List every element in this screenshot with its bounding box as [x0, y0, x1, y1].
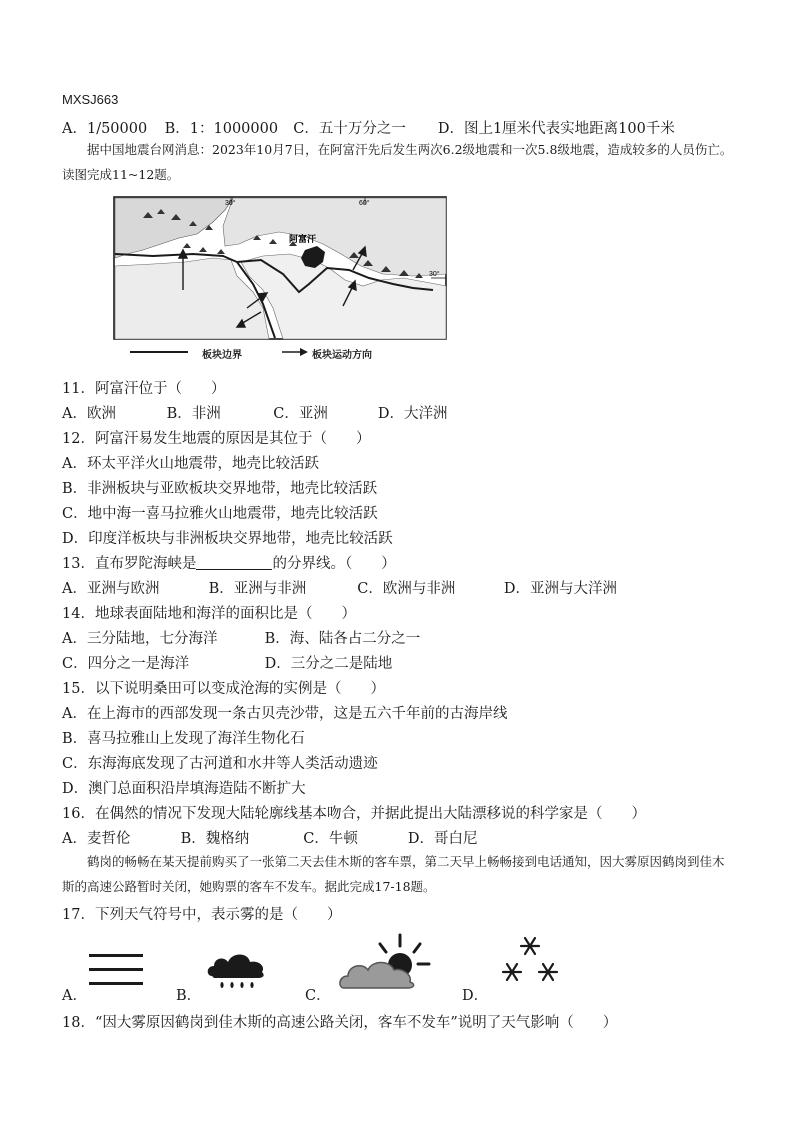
q17-stem: 17．下列天气符号中，表示雾的是（ ）	[62, 907, 342, 923]
q17-label-d: D．	[462, 988, 489, 1004]
q13-option-a: A．亚洲与欧洲	[62, 581, 160, 597]
legend-boundary-label: 板块边界	[202, 350, 242, 361]
lon-60-label: 60°	[359, 200, 370, 207]
q14-option-d: D．三分之二是陆地	[264, 656, 393, 672]
q11-option-d: D．大洋洲	[377, 406, 448, 422]
q16-options	[62, 827, 477, 848]
q10-option-a: A．1/50000	[62, 121, 148, 137]
lon-30-label: 30°	[225, 200, 236, 207]
q11-options	[62, 402, 447, 423]
q17-label-c: C．	[305, 988, 331, 1004]
q18-stem: 18．“因大雾原因鹤岗到佳木斯的高速公路关闭，客车不发车”说明了天气影响（ ）	[62, 1015, 618, 1031]
q10-option-d: D．图上1厘米代表实地距离100千米	[437, 121, 675, 137]
q13-stem-after: 的分界线。（ ）	[272, 556, 396, 572]
legend-motion-label: 板块运动方向	[312, 350, 372, 361]
fog-icon	[88, 952, 144, 988]
q13-answer-blank	[196, 557, 272, 570]
q14-stem: 14．地球表面陆地和海洋的面积比是（ ）	[62, 606, 356, 622]
q13-option-b: B．亚洲与非洲	[208, 581, 307, 597]
paper-code: MXSJ663	[62, 92, 119, 107]
q11-stem: 11．阿富汗位于（ ）	[62, 381, 226, 397]
q16-option-d: D．哥白尼	[407, 831, 478, 847]
q14-options-row1	[62, 627, 420, 648]
q13-option-c: C．欧洲与非洲	[357, 581, 456, 597]
q12-option-a: A．环太平洋火山地震带，地壳比较活跃	[62, 456, 319, 472]
q17-label-b: B．	[176, 988, 202, 1004]
q16-option-c: C．牛顿	[303, 831, 358, 847]
map-label-afghanistan: 阿富汗	[289, 234, 317, 244]
q14-options-row2	[62, 652, 392, 673]
q10-option-b: B．1：1000000	[164, 121, 279, 137]
intro-11-12: 据中国地震台网消息：2023年10月7日，在阿富汗先后发生两次6.2级地震和一次5.8级地震，造成较多的人员伤亡。读图完成11~12题。	[62, 142, 733, 182]
rain-cloud-icon	[206, 950, 268, 992]
q17-label-a: A．	[62, 988, 87, 1004]
q12-option-b: B．非洲板块与亚欧板块交界地带，地壳比较活跃	[62, 481, 378, 497]
q12-stem: 12．阿富汗易发生地震的原因是其位于（ ）	[62, 431, 371, 447]
q11-option-c: C．亚洲	[273, 406, 328, 422]
q14-option-c: C．四分之一是海洋	[62, 656, 190, 672]
q16-option-b: B．魏格纳	[180, 831, 250, 847]
q13-option-d: D．亚洲与大洋洲	[503, 581, 617, 597]
q14-option-a: A．三分陆地，七分海洋	[62, 631, 218, 647]
snow-icon	[496, 932, 566, 988]
q10-options	[62, 117, 675, 138]
plate-map	[113, 196, 447, 340]
q14-option-b: B．海、陆各占二分之一	[264, 631, 421, 647]
q12-option-c: C．地中海一喜马拉雅火山地震带，地壳比较活跃	[62, 506, 378, 522]
q16-option-a: A．麦哲伦	[62, 831, 131, 847]
q16-stem: 16．在偶然的情况下发现大陆轮廓线基本吻合，并据此提出大陆漂移说的科学家是（ ）	[62, 806, 646, 822]
q11-option-a: A．欧洲	[62, 406, 116, 422]
legend-symbols	[130, 346, 460, 360]
q12-option-d: D．印度洋板块与非洲板块交界地带，地壳比较活跃	[62, 531, 393, 547]
q15-option-a: A．在上海市的西部发现一条古贝壳沙带，这是五六千年前的古海岸线	[62, 706, 508, 722]
q13-stem-before: 13．直布罗陀海峡是	[62, 556, 197, 572]
q15-stem: 15．以下说明桑田可以变成沧海的实例是（ ）	[62, 681, 385, 697]
q13-stem	[62, 552, 396, 573]
q15-option-d: D．澳门总面积沿岸填海造陆不断扩大	[62, 781, 306, 797]
q15-option-b: B．喜马拉雅山上发现了海洋生物化石	[62, 731, 305, 747]
intro-17-18: 鹤岗的畅畅在某天提前购买了一张第二天去佳木斯的客车票，第二天早上畅畅接到电话通知，因大雾原因鹤岗到佳木斯的高速公路暂时关闭，她购票的客车不发车。据此完成17-18题。	[62, 854, 725, 894]
partly-cloudy-icon	[338, 932, 432, 992]
lat-30-label: 30°	[429, 271, 440, 278]
q10-option-c: C．五十万分之一	[293, 121, 406, 137]
q11-option-b: B．非洲	[166, 406, 221, 422]
q13-options	[62, 577, 617, 598]
q15-option-c: C．东海海底发现了古河道和水井等人类活动遗迹	[62, 756, 378, 772]
